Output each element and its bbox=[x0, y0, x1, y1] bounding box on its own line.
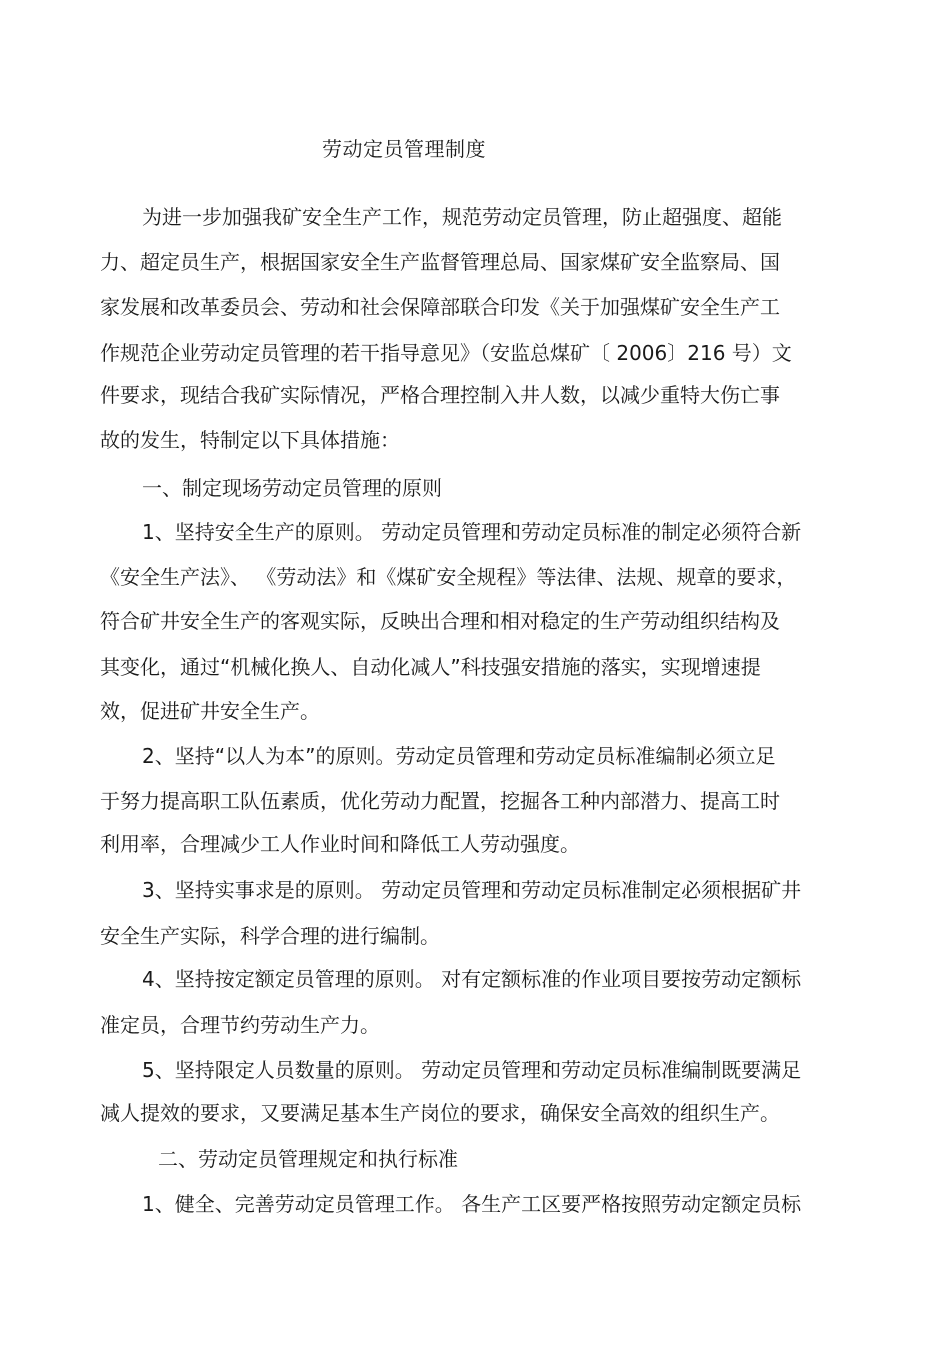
text-line: 准定员，合理节约劳动生产力。 bbox=[100, 1013, 380, 1037]
text-line: 为进一步加强我矿安全生产工作，规范劳动定员管理，防止超强度、超能 bbox=[142, 205, 782, 229]
text-line: 符合矿井安全生产的客观实际，反映出合理和相对稳定的生产劳动组织结构及 bbox=[100, 609, 780, 633]
text-line: 3、坚持实事求是的原则。 劳动定员管理和劳动定员标准制定必须根据矿井 bbox=[142, 878, 802, 902]
text-line: 力、超定员生产，根据国家安全生产监督管理总局、国家煤矿安全监察局、国 bbox=[100, 250, 780, 274]
text-line: 4、坚持按定额定员管理的原则。 对有定额标准的作业项目要按劳动定额标 bbox=[142, 967, 802, 991]
section-heading: 二、劳动定员管理规定和执行标准 bbox=[158, 1147, 458, 1171]
text-line: 《安全生产法》、 《劳动法》和《煤矿安全规程》等法律、法规、规章的要求， bbox=[100, 565, 797, 589]
text-line: 1、健全、完善劳动定员管理工作。 各生产工区要严格按照劳动定额定员标 bbox=[142, 1192, 802, 1216]
section-heading: 一、制定现场劳动定员管理的原则 bbox=[142, 476, 442, 500]
text-line: 故的发生，特制定以下具体措施： bbox=[100, 428, 400, 452]
text-line: 安全生产实际，科学合理的进行编制。 bbox=[100, 924, 440, 948]
text-line: 利用率，合理减少工人作业时间和降低工人劳动强度。 bbox=[100, 832, 580, 856]
text-line: 2、坚持“以人为本”的原则。劳动定员管理和劳动定员标准编制必须立足 bbox=[142, 744, 776, 768]
document-title: 劳动定员管理制度 bbox=[322, 137, 486, 161]
text-line: 减人提效的要求，又要满足基本生产岗位的要求，确保安全高效的组织生产。 bbox=[100, 1101, 780, 1125]
text-line: 5、坚持限定人员数量的原则。 劳动定员管理和劳动定员标准编制既要满足 bbox=[142, 1058, 802, 1082]
text-line: 效，促进矿井安全生产。 bbox=[100, 699, 320, 723]
text-line: 家发展和改革委员会、劳动和社会保障部联合印发《关于加强煤矿安全生产工 bbox=[100, 295, 780, 319]
text-line: 其变化，通过“机械化换人、自动化减人”科技强安措施的落实，实现增速提 bbox=[100, 655, 761, 679]
text-line: 作规范企业劳动定员管理的若干指导意见》（安监总煤矿〔 2006〕216 号）文 bbox=[100, 341, 792, 365]
text-line: 1、坚持安全生产的原则。 劳动定员管理和劳动定员标准的制定必须符合新 bbox=[142, 520, 802, 544]
text-line: 于努力提高职工队伍素质，优化劳动力配置，挖掘各工种内部潜力、提高工时 bbox=[100, 789, 780, 813]
text-line: 件要求，现结合我矿实际情况，严格合理控制入井人数，以减少重特大伤亡事 bbox=[100, 383, 780, 407]
